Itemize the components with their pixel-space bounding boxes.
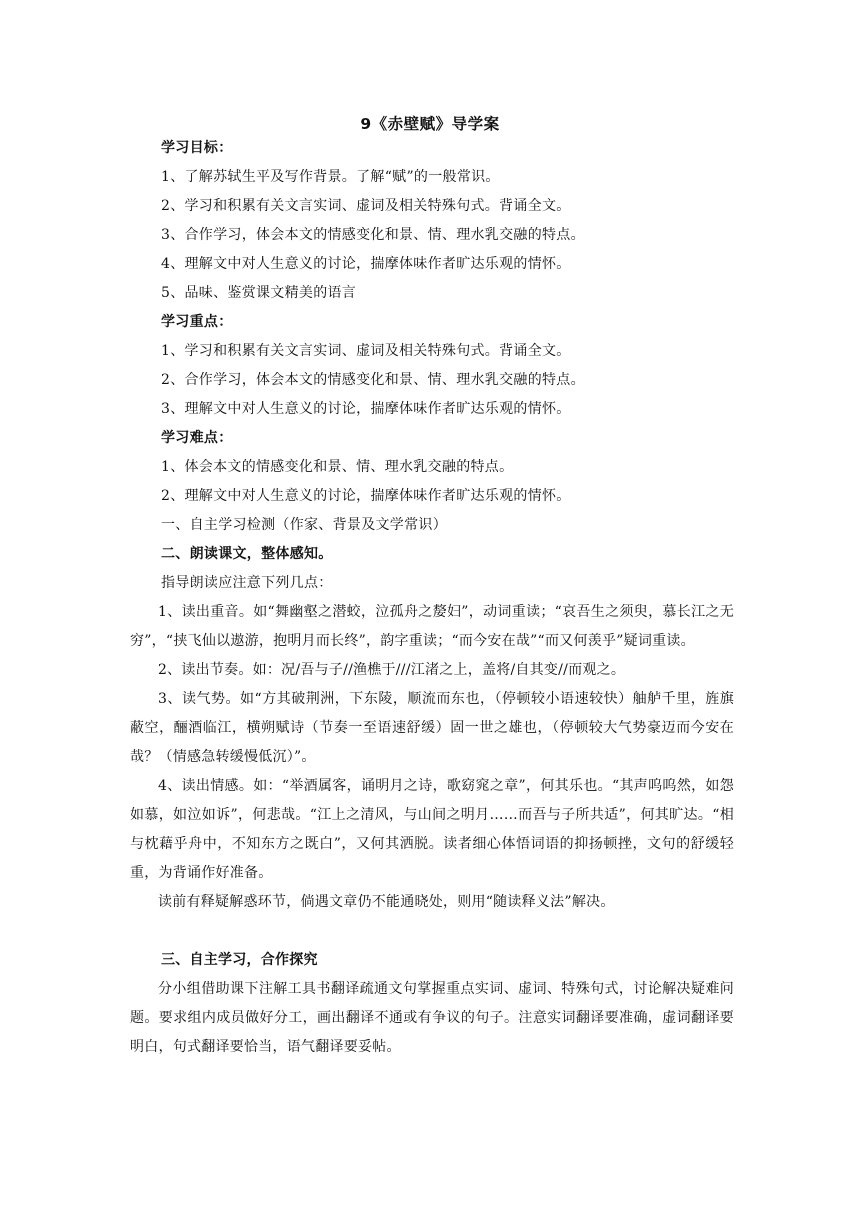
reading-point-rhythm: 2、读出节奏。如：况/吾与子//渔樵于///江渚之上，盖将/自其变//而观之。 (158, 662, 626, 678)
key-point-item: 3、理解文中对人生意义的讨论，揣摩体味作者旷达乐观的情怀。 (161, 401, 571, 417)
document-title: 9《赤壁赋》导学案 (360, 115, 500, 133)
reading-note: 读前有释疑解惑环节，倘遇文章仍不能通晓处，则用“随读释义法”解决。 (158, 894, 615, 910)
key-point-item: 2、合作学习，体会本文的情感变化和景、情、理水乳交融的特点。 (161, 372, 585, 388)
reading-point-momentum: 3、读气势。如“方其破荆洲，下东陵，顺流而东也，（停顿较小语速较快）舳舻千里，旌旗蔽空，酾酒临江，横朔赋诗（节奏一至语速舒缓）固一世之雄也，（停顿较大气势豪迈而今安在哉？（情感急转缓慢低沉）”。 (130, 691, 734, 765)
objective-item: 1、了解苏轼生平及写作背景。了解“赋”的一般常识。 (161, 169, 500, 185)
objective-item: 5、品味、鉴赏课文精美的语言 (161, 285, 357, 301)
section-three-heading: 三、自主学习，合作探究 (161, 952, 318, 968)
section-one-heading: 一、自主学习检测（作家、背景及文学常识） (161, 517, 447, 533)
objectives-section (161, 134, 733, 598)
key-points-heading: 学习重点： (161, 314, 233, 330)
section-three-body: 分小组借助课下注解工具书翻译疏通文句掌握重点实词、虚词、特殊句式，讨论解决疑难问题。要求组内成员做好分工，画出翻译不通或有争议的句子。注意实词翻译要准确，虚词翻译要明白，句式翻译要恰当，语气翻译要妥帖。 (130, 981, 734, 1055)
objectives-heading: 学习目标： (161, 140, 233, 156)
section-two-heading: 二、朗读课文，整体感知。 (161, 546, 333, 562)
reading-point-stress: 1、读出重音。如“舞幽壑之潜蛟，泣孤舟之嫠妇”，动词重读；“哀吾生之须臾，慕长江之无穷”，“挟飞仙以遨游，抱明月而长终”，韵字重读；“而今安在哉”“而又何羡乎”疑词重读。 (130, 604, 734, 649)
difficulty-item: 2、理解文中对人生意义的讨论，揣摩体味作者旷达乐观的情怀。 (161, 488, 571, 504)
reading-point-emotion: 4、读出情感。如：“举酒属客，诵明月之诗，歌窈窕之章”，何其乐也。“其声呜呜然，如怨如慕，如泣如诉”，何悲哉。“江上之清风，与山间之明月……而吾与子所共适”，何其旷达。“相与枕藉乎舟中，不知东方之既白”，又何其洒脱。读者细心体悟词语的抑扬顿挫，文句的舒缓轻重，为背诵作好准备。 (130, 778, 734, 881)
objective-item: 3、合作学习，体会本文的情感变化和景、情、理水乳交融的特点。 (161, 227, 585, 243)
section-two-body (130, 598, 734, 1062)
key-point-item: 1、学习和积累有关文言实词、虚词及相关特殊句式。背诵全文。 (161, 343, 571, 359)
difficulties-heading: 学习难点： (161, 430, 233, 446)
section-two-intro: 指导朗读应注意下列几点： (161, 575, 333, 591)
objective-item: 2、学习和积累有关文言实词、虚词及相关特殊句式。背诵全文。 (161, 198, 571, 214)
blank-line (130, 917, 734, 946)
difficulty-item: 1、体会本文的情感变化和景、情、理水乳交融的特点。 (161, 459, 514, 475)
objective-item: 4、理解文中对人生意义的讨论，揣摩体味作者旷达乐观的情怀。 (161, 256, 571, 272)
